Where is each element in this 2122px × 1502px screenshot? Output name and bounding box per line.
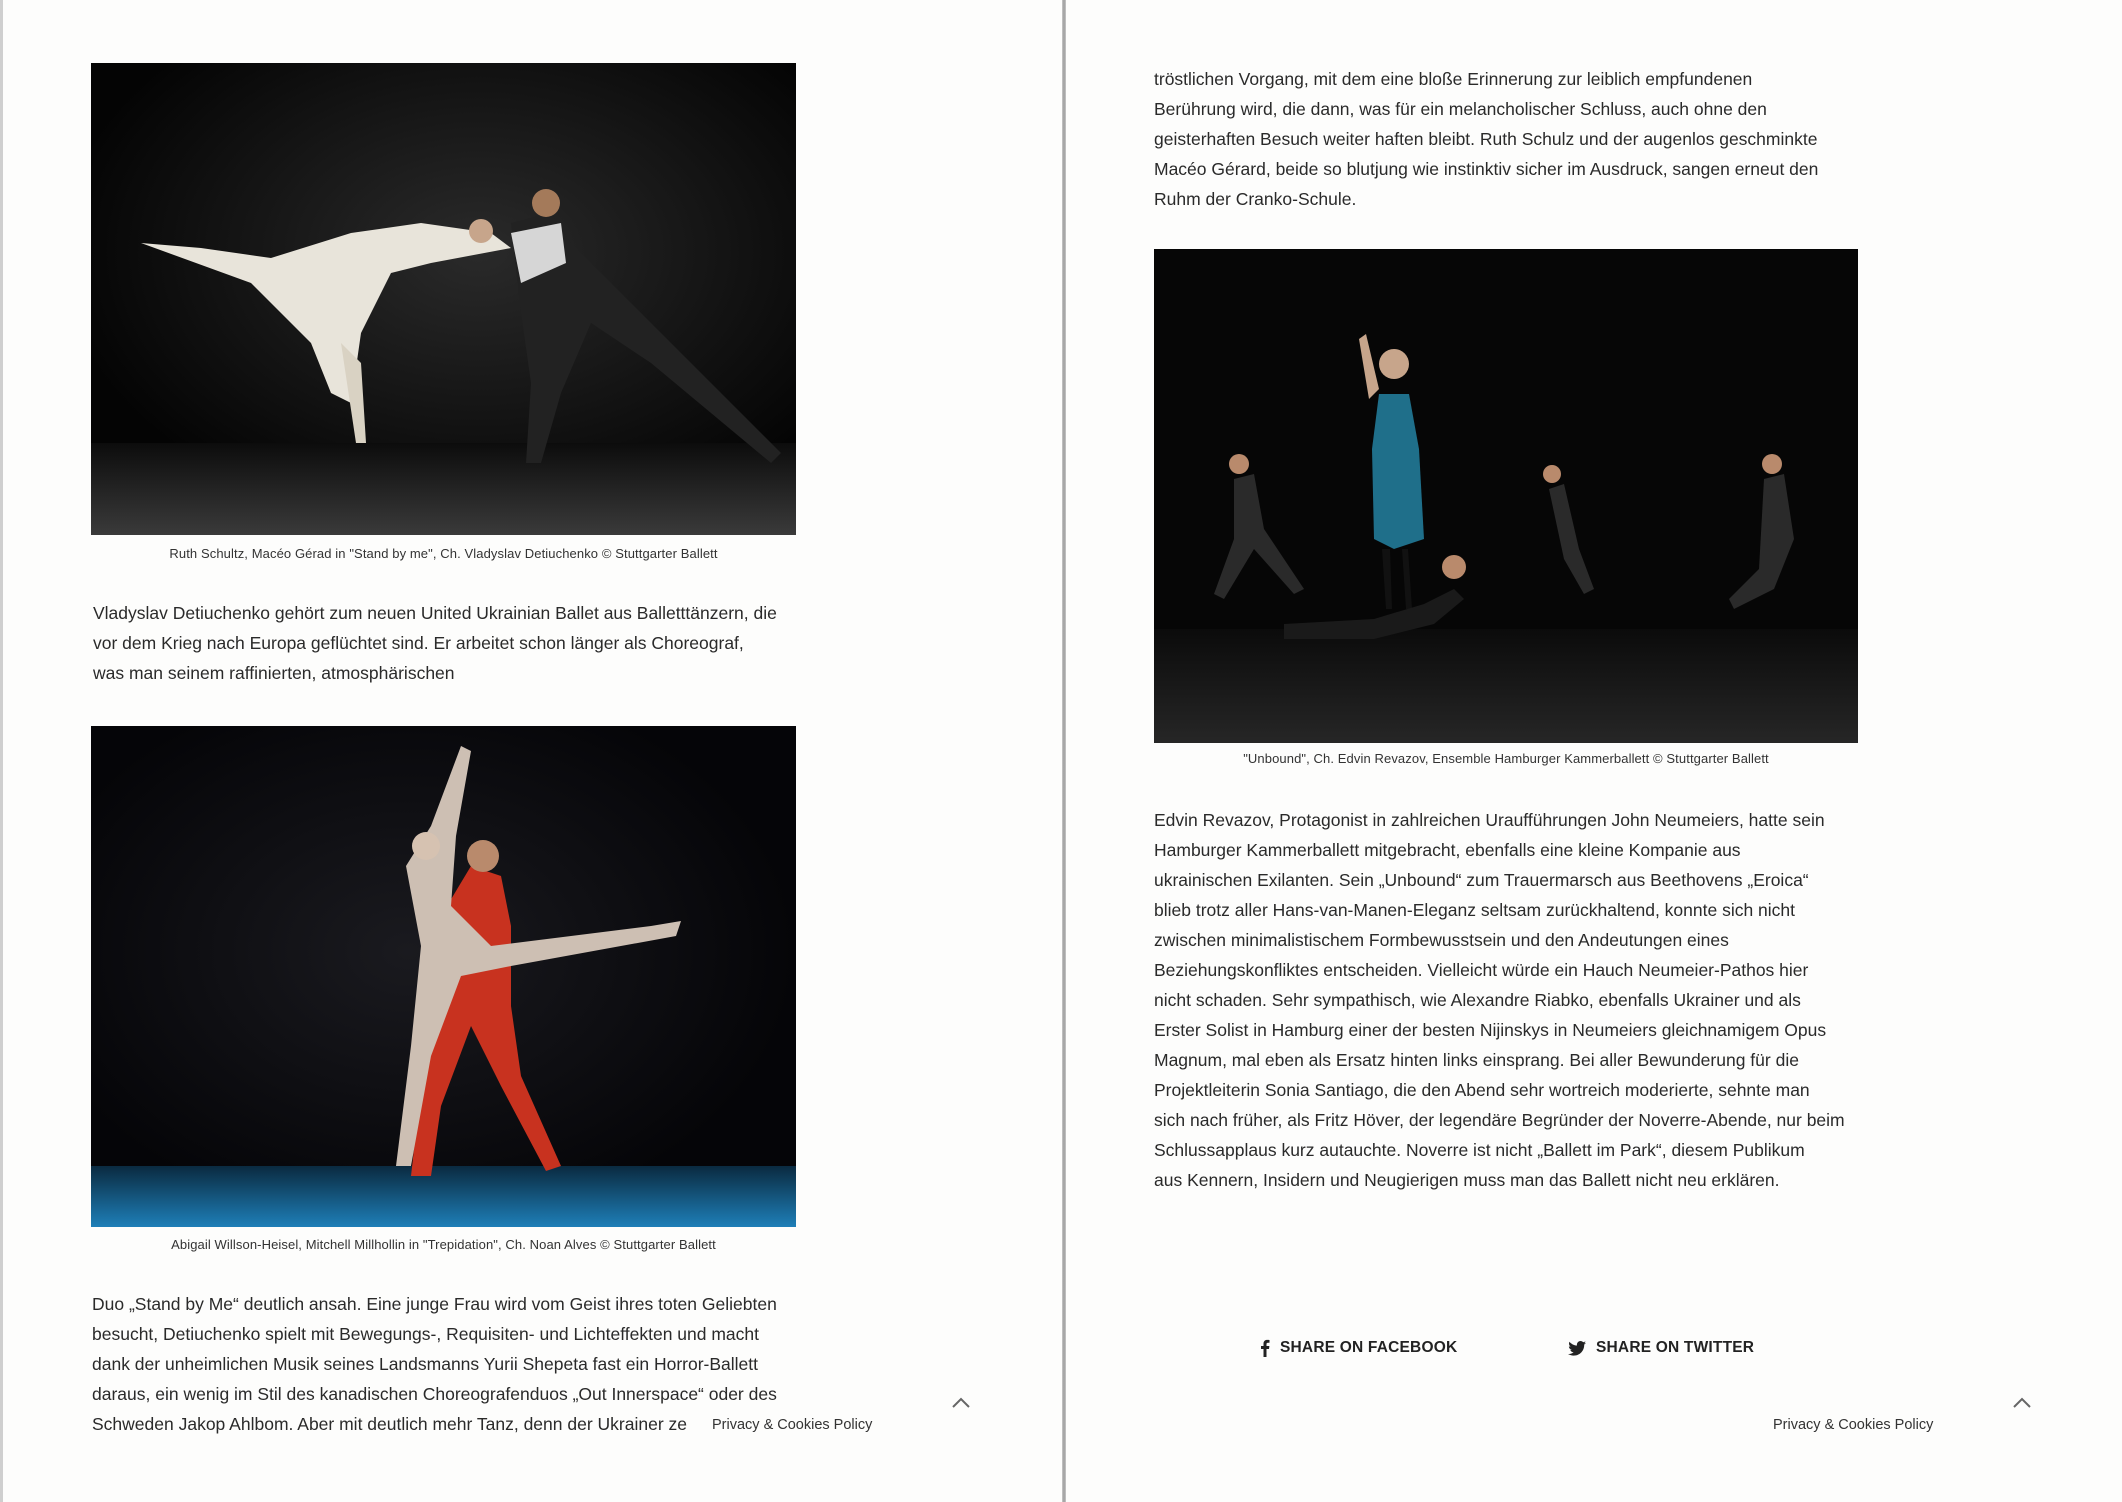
text-line: daraus, ein wenig im Stil des kanadischen Choreografenduos „Out Innerspace“ oder des [92,1384,777,1404]
article-photo-unbound [1154,249,1858,743]
photo-unbound-image [1154,249,1858,743]
chevron-up-icon[interactable] [2012,1396,2032,1410]
text-line: Hamburger Kammerballett mitgebracht, ebenfalls eine kleine Kompanie aus [1154,840,1741,860]
text-line: Vladyslav Detiuchenko gehört zum neuen United Ukrainian Ballet aus Balletttänzern, die [93,603,777,623]
article-paragraph [1154,64,1818,214]
right-page [1066,0,2122,1502]
text-line: zwischen minimalistischem Formbewusstsein und den Andeutungen eines [1154,930,1729,950]
text-line: Duo „Stand by Me“ deutlich ansah. Eine junge Frau wird vom Geist ihres toten Geliebten [92,1294,777,1314]
text-line: besucht, Detiuchenko spielt mit Bewegungs-, Requisiten- und Lichteffekten und macht [92,1324,760,1344]
facebook-icon [1260,1339,1270,1357]
twitter-icon [1568,1341,1586,1356]
text-line: Schweden Jakop Ahlbom. Aber mit deutlich mehr Tanz, denn der Ukrainer ze [92,1414,687,1434]
text-line: blieb trotz aller Hans-van-Manen-Eleganz seltsam zurückhaltend, konnte sich nicht [1154,900,1796,920]
share-facebook-label: SHARE ON FACEBOOK [1280,1339,1458,1356]
photo-stand-by-me-image [91,63,796,535]
text-line: Magnum, mal eben als Ersatz hinten links einsprang. Bei aller Bewunderung für die [1154,1050,1799,1070]
chevron-up-icon[interactable] [951,1396,971,1410]
text-line: Edvin Revazov, Protagonist in zahlreichen Uraufführungen John Neumeiers, hatte sein [1154,810,1825,830]
text-line: nicht schaden. Sehr sympathisch, wie Alexandre Riabko, ebenfalls Ukrainer und als [1154,990,1801,1010]
text-line: Berührung wird, die dann, was für ein melancholischer Schluss, auch ohne den [1154,99,1767,119]
article-paragraph [92,1289,777,1439]
text-line: Schlussapplaus kurz autauchte. Noverre ist nicht „Ballett im Park“, diesem Publikum [1154,1140,1805,1160]
privacy-cookies-link[interactable]: Privacy & Cookies Policy [712,1417,873,1433]
text-line: tröstlichen Vorgang, mit dem eine bloße Erinnerung zur leiblich empfundenen [1154,69,1753,89]
text-line: geisterhaften Besuch weiter haften bleibt. Ruth Schulz und der augenlos geschminkte [1154,129,1818,149]
privacy-cookies-link[interactable]: Privacy & Cookies Policy [1773,1417,1934,1433]
article-photo-trepidation [91,726,796,1227]
text-line: ukrainischen Exilanten. Sein „Unbound“ zum Trauermarsch aus Beethovens „Eroica“ [1154,870,1809,890]
photo-caption: Abigail Willson-Heisel, Mitchell Millhollin in "Trepidation", Ch. Noan Alves © Stuttgarter Ballett [171,1237,716,1252]
photo-caption: Ruth Schultz, Macéo Gérad in "Stand by me", Ch. Vladyslav Detiuchenko © Stuttgarter Ballett [169,546,718,561]
text-line: Projektleiterin Sonia Santiago, die den Abend sehr wortreich moderierte, sehnte man [1154,1080,1810,1100]
text-line: Ruhm der Cranko-Schule. [1154,189,1357,209]
text-line: was man seinem raffinierten, atmosphärischen [93,663,455,683]
article-paragraph [1154,805,1845,1195]
text-line: aus Kennern, Insidern und Neugierigen muss man das Ballett nicht neu erklären. [1154,1170,1780,1190]
share-facebook-button[interactable] [1260,1339,1457,1357]
share-twitter-button[interactable] [1568,1339,1754,1357]
article-paragraph [93,598,777,688]
text-line: dank der unheimlichen Musik seines Landsmanns Yurii Shepeta fast ein Horror-Ballett [92,1354,759,1374]
article-photo-stand-by-me [91,63,796,535]
text-line: Beziehungskonfliktes entscheiden. Vielleicht würde ein Hauch Neumeier-Pathos hier [1154,960,1809,980]
text-line: sich nach früher, als Fritz Höver, der legendäre Begründer der Noverre-Abende, nur beim [1154,1110,1845,1130]
photo-caption: "Unbound", Ch. Edvin Revazov, Ensemble Hamburger Kammerballett © Stuttgarter Ballett [1243,751,1769,766]
text-line: vor dem Krieg nach Europa geflüchtet sind. Er arbeitet schon länger als Choreograf, [93,633,744,653]
share-twitter-label: SHARE ON TWITTER [1596,1339,1755,1356]
text-line: Macéo Gérard, beide so blutjung wie instinktiv sicher im Ausdruck, sangen erneut den [1154,159,1819,179]
text-line: Erster Solist in Hamburg einer der besten Nijinskys in Neumeiers gleichnamigem Opus [1154,1020,1827,1040]
photo-trepidation-image [91,726,796,1227]
